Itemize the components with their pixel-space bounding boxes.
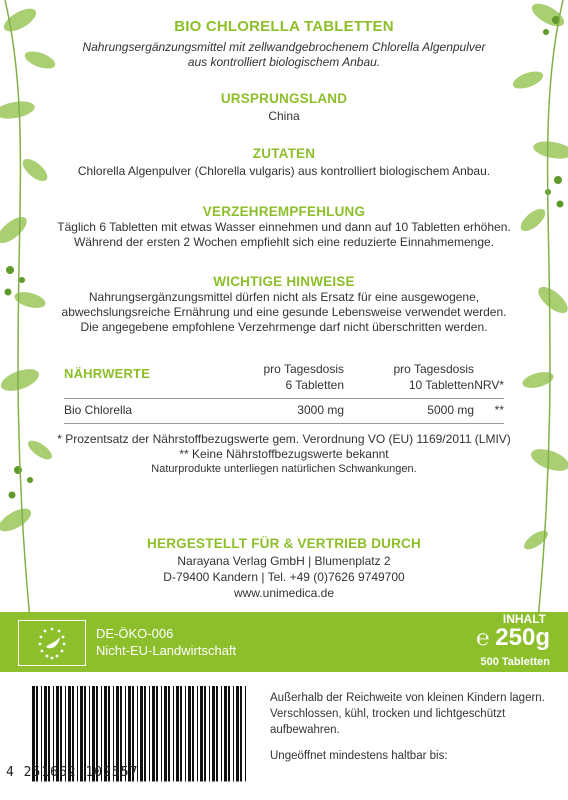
storage-line-1: Außerhalb der Reichweite von kleinen Kindern lagern. — [270, 692, 545, 704]
footnote-3: Naturprodukte unterliegen natürlichen Schwankungen. — [151, 463, 417, 475]
origin-heading: URSPRUNGSLAND — [220, 91, 348, 106]
subtitle-line: Nahrungsergänzungsmittel mit zellwandgebrochenem Chlorella Algenpulver — [82, 40, 486, 54]
barcode-bar — [168, 686, 170, 781]
best-before-label: Ungeöffnet mindestens haltbar bis: — [270, 750, 448, 762]
col1-header-line2: 6 Tabletten — [285, 378, 344, 392]
dosage-line: Während der ersten 2 Wochen empfiehlt sich eine reduzierte Einnahmemenge. — [73, 235, 494, 249]
barcode-bar — [197, 686, 198, 781]
nutrient-name: Bio Chlorella — [64, 403, 133, 417]
nutrition-heading: NÄHRWERTE — [64, 366, 151, 381]
manufacturer-heading: HERGESTELLT FÜR & VERTRIEB DURCH — [147, 536, 421, 551]
nutrient-value-10: 5000 mg — [427, 403, 474, 417]
dosage-text — [40, 220, 528, 250]
dosage-line: Täglich 6 Tabletten mit etwas Wasser einnehmen und dann auf 10 Tabletten erhöhen. — [57, 220, 511, 234]
barcode-bar — [161, 686, 162, 781]
barcode-bar — [212, 686, 215, 781]
barcode-bar — [209, 686, 210, 781]
nutrition-divider — [64, 398, 504, 399]
nutrition-header-row-2 — [64, 378, 504, 394]
estimated-sign-icon: ℮ — [476, 625, 490, 650]
eco-agriculture-origin: Nicht-EU-Landwirtschaft — [96, 643, 237, 658]
barcode-number: 4 251662 102557 — [6, 765, 139, 780]
manufacturer-info — [0, 553, 568, 601]
barcode-bar — [224, 686, 227, 781]
weight-value: 250g — [495, 624, 550, 651]
manufacturer-line-2: D-79400 Kandern | Tel. +49 (0)7626 9749700 — [163, 570, 405, 584]
col2-header-line1: pro Tagesdosis — [393, 362, 474, 376]
product-subtitle — [70, 40, 498, 70]
content-label: INHALT — [502, 612, 546, 626]
col1-header-line1: pro Tagesdosis — [263, 362, 344, 376]
storage-line-2: Verschlossen, kühl, trocken und lichtgeschützt aufbewahren. — [270, 708, 506, 736]
notes-text — [40, 290, 528, 335]
barcode-bar — [144, 686, 146, 781]
barcode-bar — [192, 686, 194, 781]
nutrition-table — [64, 362, 504, 428]
eco-control-code: DE-ÖKO-006 — [96, 626, 174, 641]
barcode-bar — [173, 686, 174, 781]
eu-organic-logo-icon — [18, 620, 86, 666]
nutrition-header-row-1 — [64, 362, 504, 381]
manufacturer-line-1: Narayana Verlag GmbH | Blumenplatz 2 — [177, 554, 391, 568]
content-weight — [476, 624, 550, 652]
barcode-bar — [233, 686, 234, 781]
ingredients-heading: ZUTATEN — [252, 146, 316, 161]
manufacturer-website[interactable]: www.unimedica.de — [233, 586, 335, 600]
barcode-bar — [188, 686, 191, 781]
barcode-bar — [204, 686, 206, 781]
nutrition-divider — [64, 423, 504, 424]
barcode-bar — [200, 686, 203, 781]
barcode-bar — [240, 686, 242, 781]
nutrient-nrv: ** — [494, 403, 504, 417]
dosage-heading: VERZEHREMPFEHLUNG — [202, 204, 366, 219]
notes-line: Nahrungsergänzungsmittel dürfen nicht als Ersatz für eine ausgewogene, — [88, 290, 480, 304]
barcode-bar — [185, 686, 186, 781]
subtitle-line: aus kontrolliert biologischem Anbau. — [187, 55, 381, 69]
barcode-bar — [140, 686, 143, 781]
storage-notes — [270, 690, 568, 764]
barcode-bar — [216, 686, 218, 781]
notes-line: abwechslungsreiche Ernährung und eine gesunde Lebensweise verwendet werden. — [61, 305, 507, 319]
barcode-bar — [236, 686, 239, 781]
ingredients-text: Chlorella Algenpulver (Chlorella vulgaris) aus kontrolliert biologischem Anbau. — [77, 164, 491, 178]
barcode-bar — [245, 686, 246, 781]
barcode-bar — [152, 686, 155, 781]
barcode-bar — [228, 686, 230, 781]
footnote-2: ** Keine Nährstoffbezugswerte bekannt — [179, 447, 389, 461]
notes-heading: WICHTIGE HINWEISE — [213, 274, 355, 289]
barcode-bar — [176, 686, 179, 781]
barcode-bar — [180, 686, 182, 781]
barcode-bar — [164, 686, 167, 781]
barcode-bar — [156, 686, 158, 781]
tablet-count: 500 Tabletten — [480, 656, 550, 668]
nutrition-row — [64, 403, 504, 419]
notes-line: Die angegebene empfohlene Verzehrmenge darf nicht überschritten werden. — [80, 320, 488, 334]
barcode-bar — [221, 686, 222, 781]
nrv-header: NRV* — [474, 378, 504, 392]
col2-header-line2: 10 Tabletten — [408, 378, 474, 392]
footnote-1: * Prozentsatz der Nährstoffbezugswerte gem. Verordnung VO (EU) 1169/2011 (LMIV) — [57, 432, 511, 446]
barcode-bar — [149, 686, 150, 781]
product-title: BIO CHLORELLA TABLETTEN — [174, 18, 394, 35]
nutrient-value-6: 3000 mg — [297, 403, 344, 417]
origin-text: China — [268, 109, 300, 123]
footnotes — [40, 432, 528, 477]
